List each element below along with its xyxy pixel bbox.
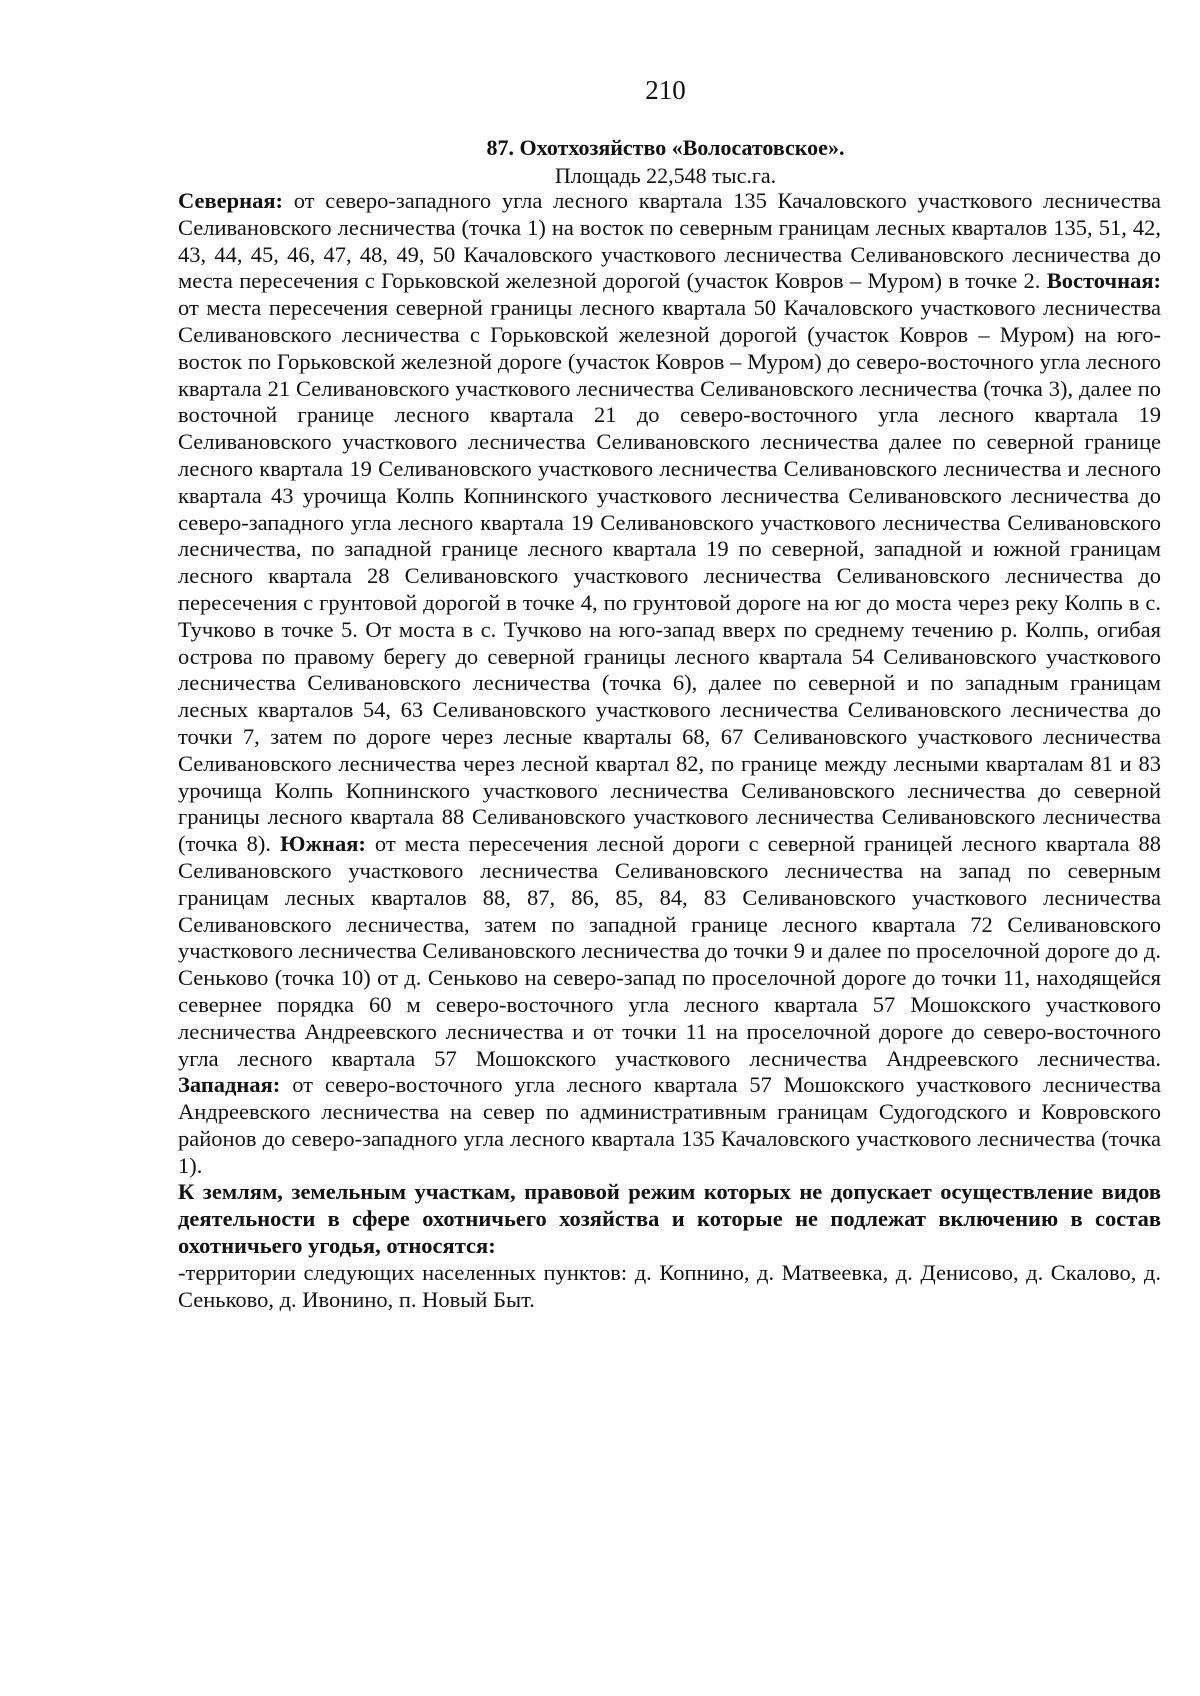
west-border-label: Западная:: [178, 1072, 281, 1098]
page-number: 210: [645, 75, 686, 105]
south-border-text: от места пересечения лесной дороги с северной границей лесного квартала 88 Селивановского участкового лесничества Селивановского лесничества на запад по северным границам лесных кварталов 88, 87, 86, 85, 84, 83 Селивановского участкового лесничества Селивановского лесничества, затем по западной границе лесного квартала 72 Селивановского участкового лесничества Селивановского лесничества до точки 9 и далее по проселочной дороге до д. Сеньково (точка 10) от д. Сеньково на северо-запад по проселочной дороге до точки 11, находящейся севернее порядка 60 м северо-восточного угла лесного квартала 57 Мошокского участкового лесничества Андреевского лесничества и от точки 11 на проселочной дороге до северо-восточного угла лесного квартала 57 Мошокского участкового лесничества Андреевского лесничества.: [178, 831, 1161, 1071]
south-border-label: Южная:: [280, 831, 366, 857]
west-border-text: от северо-восточного угла лесного квартала 57 Мошокского участкового лесничества Андреевского лесничества на север по административным границам Судогодского и Ковровского районов до северо-западного угла лесного квартала 135 Качаловского участкового лесничества (точка 1).: [178, 1072, 1161, 1178]
area-line: Площадь 22,548 тыс.га.: [554, 163, 777, 188]
east-border-text: от места пересечения северной границы лесного квартала 50 Качаловского участкового лесничества Селивановского лесничества с Горьковской железной дорогой (участок Ковров – Муром) на юго-восток по Горьковской железной дороге (участок Ковров – Муром) до северо-восточного угла лесного квартала 21 Селивановского участкового лесничества Селивановского лесничества (точка 3), далее по восточной границе лесного квартала 21 до северо-восточного угла лесного квартала 19 Селивановского участкового лесничества Селивановского лесничества далее по северной границе лесного квартала 19 Селивановского участкового лесничества Селивановского лесничества и лесного квартала 43 урочища Колпь Копнинского участкового лесничества Селивановского лесничества до северо-западного угла лесного квартала 19 Селивановского участкового лесничества Селивановского лесничества, по западной границе лесного квартала 19 по северной, западной и южной границам лесного квартала 28 Селивановского участкового лесничества Селивановского лесничества до пересечения с грунтовой дорогой в точке 4, по грунтовой дороге на юг до моста через реку Колпь в с. Тучково в точке 5. От моста в с. Тучково на юго-запад вверх по среднему течению р. Колпь, огибая острова по правому берегу до северной границы лесного квартала 54 Селивановского участкового лесничества Селивановского лесничества (точка 6), далее по северной и по западным границам лесных кварталов 54, 63 Селивановского участкового лесничества Селивановского лесничества до точки 7, затем по дороге через лесные кварталы 68, 67 Селивановского участкового лесничества Селивановского лесничества через лесной квартал 82, по границе между лесными кварталам 81 и 83 урочища Колпь Копнинского участкового лесничества Селивановского лесничества до северной границы лесного квартала 88 Селивановского участкового лесничества Селивановского лесничества (точка 8).: [178, 295, 1161, 857]
borders-paragraph: [178, 188, 1161, 1179]
north-border-label: Северная:: [178, 188, 284, 213]
restrictions-heading: К землям, земельным участкам, правовой режим которых не допускает осуществление видов деятельности в сфере охотничьего хозяйства и которые не подлежат включению в состав охотничьего угодья, относятся:: [178, 1179, 1161, 1259]
section-title: 87. Охотхозяйство «Волосатовское».: [486, 135, 845, 160]
east-border-label: Восточная:: [1046, 268, 1161, 294]
north-border-text: от северо-западного угла лесного квартала 135 Качаловского участкового лесничества Селивановского лесничества (точка 1) на восток по северным границам лесных кварталов 135, 51, 42, 43, 44, 45, 46, 47, 48, 49, 50 Качаловского участкового лесничества Селивановского лесничества до места пересечения с Горьковской железной дорогой (участок Ковров – Муром) в точке 2.: [178, 188, 1161, 294]
document-body: [178, 188, 1161, 1313]
restrictions-item: -территории следующих населенных пунктов: д. Копнино, д. Матвеевка, д. Денисово, д. Скалово, д. Сеньково, д. Ивонино, п. Новый Быт.: [178, 1259, 1161, 1312]
